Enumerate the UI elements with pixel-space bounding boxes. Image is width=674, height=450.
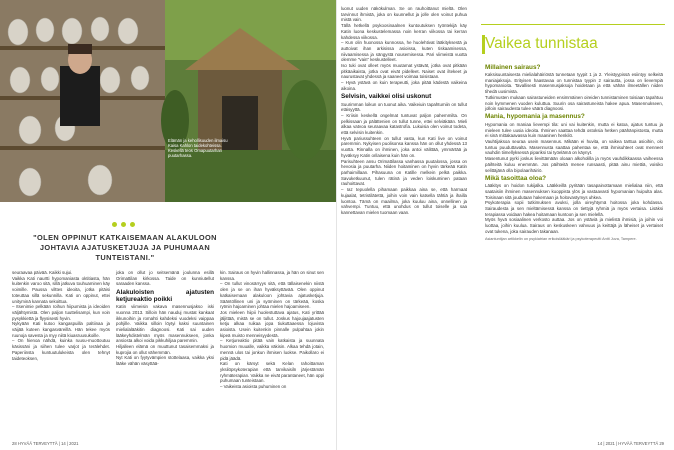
right-page-footer: 14 | 2021 | HYVÄÄ TERVEYTTÄ 29 (597, 441, 664, 446)
paragraph: Nyt Kati on fyytyvämpien stottelaasa, vaikka yksi lääke vähän väsyttää- (116, 355, 214, 367)
info-box-heading: Mania, hypomania ja masennus? (485, 113, 585, 121)
info-box-text: Lääkitys on hoidon tukijalka. Lääkkeillä pyritään tasapainottamaan mielialaa niin, että saataisiin ihminen masennuksen kuoppista ylös ja vastaavasti hypomanian huipulta alas. Toisinaan sitä joudutaan hakemaan ja hoitovastymys uhkea. (485, 183, 663, 200)
info-box-body (485, 62, 663, 242)
paragraph: – Ketjureaktio pitää vain katkaista ja suunnata huomion muualle, vaikka väkisin. Alkaa tehdä jotain, mennä ulos tai jonkun ihmisen luokse. Paikollaro ei pidä jäädä. (220, 338, 324, 361)
paragraph: Vaikka Kati naurtti hypomaniasta oktitiasta, hän kuitenkin varoo sitä, sillä jatkuva touhuaminen käy voimille. Paussa vilttes ideoita, jotka pitäisi toteuttaa sillä sekunnilla. Kati on oppinut, ettei unityminä kannata sekoittua. (12, 275, 110, 304)
info-box-top-rule (481, 24, 665, 25)
info-box-text: Myös hyvä sosiaalinen verkosto auttaa. Jos on ystäviä ja mielistä ihmisiä, ja joihin voi luottaa, joihin kuulua. Sairaus on keskuskeen vahvuus ja keittäjä ja läheiset ja vertaiset ovat tukena, joka sairauden takanaan. (485, 217, 663, 234)
paragraph: Katin viimeisin vakava masennusjakso iski vuonna 2013. Silloin hän nauduj mustat kankaat ikkunoihin ja romahti kahdeksi vuodeksi vaippaa pohjille. Vaikka silloin löytyi kaksi suuntainen mielialalääkitin diagnoosi. Kati sai uuden lääkeyhdistelmän myös masennukseen, jonka ansiosta alkoi voida pikkuhiljaa paremmin. (116, 304, 214, 344)
subheading: Selvisin, vaikkei olisi uskonut (341, 93, 432, 101)
paragraph: – On hienoa nähdä, kuinka ruusu-muottoutuu käsissäni ja siihen tulee varjot ja terälehdet. Paperiinsta kuntuutulukeista olen tehnyt taideteoksen, (12, 338, 110, 361)
left-column-3 (220, 270, 324, 390)
info-box-text: Tutkimusten mukaan sairastuneiden ensimmäinen oireiden tunnistaminen toisiaan tapahtuu noin kymmenen vuoden kuluttua. Suurin osa sairastuneista hakee apua. Masennukseen, jolloin sairaudesta tulee väärä diagnoosi. (485, 94, 663, 112)
pull-quote: "OLEN OPPINUT KATKAISEMAAN ALAKULOON JOHTAVIA AJATUSKETJUJA JA PUHUMAAN TUNTEISTANI." (33, 233, 217, 262)
paragraph: Suurimman loikun on tuonut aika. Vaikeiuin tapahtumiin on tullut etäisyyttä. (341, 101, 467, 113)
info-box-text: Hypomania on maniaa lievempi tila: uni vai kuitenkin, mutta ei katoa, ajatus tuntuu ja mieleen tulee uusia ideoita. Ihminen saattaa tehdä ostoksia hetken päähänpistosta, mutta ei sinä mittakaavassa kuin maaninen henkilö. (485, 121, 663, 139)
paragraph: Parisuhteen ansu Orimattilassa vanhassa puutalossa, jossa on hevosia ja puutarha. Niiden hoitaminen on hyvin tärkeää Katin parhaimillaan. Pihasuuna on Katille melkein pelkä paikka. Savuketkuunut, tulen rätinä ja veden loiskuminen pataan rauhoittavat. (341, 158, 467, 187)
right-page (337, 0, 674, 450)
paragraph: luonut uuden näkökulman. Se on rauhoittanut mieltä. Olen tarvinnut ihmistä, joka on kuunnellut ja jolle olen voinut puhua mistä vain. (341, 6, 467, 23)
left-page-footer: 28 HYVÄÄ TERVEYTTÄ | 14 | 2021 (12, 441, 79, 446)
photo-illustration (0, 0, 337, 202)
dot-1 (112, 222, 117, 227)
quote-dots (112, 222, 135, 227)
paragraph: – Kun olin huonossa kunnossa, he huolehtivat lääkityksestä ja auttoivat ihan arkisissa asioissa, kuten tiskaamisessa, niivaamisessa ja sängystä nousemisessa. Pari viimeistä vuotta olemme "vain" keskustelleet. (341, 40, 467, 63)
photo-caption: Elämän ja kehollisuuden ilmaisu Kaisa Kahlon taidekohteissa. Keskellä teos Omapuutarhan puutarhassa. (168, 138, 228, 159)
info-box-text: Masentunut pyrki joskus lievittämään oloaan alkoholilla ja myös vauhdikkaassa vaiheessa päihteitä kuluu enemmän. Jos päihteitä menee runsaasti, pitää ainu miettiä, voisiko selittäjänä olla bipolaarihäiriö. (485, 156, 663, 173)
paragraph: – On tullut vinosärryys sitä, että tällaisenekin niistä olen ja se on ihan hyväksyttävää. Olen oppinut katkaisemaan alakuloon johtavia ajatusketjuja. Sääntöllinen uni ja syöminen on tärkeää, koska rytmin hajoaminen johtaa mielen hajoamiseen. (220, 281, 324, 310)
paragraph: – Itsenimie pelkään roihun hiipumista ja ideoiden väljähtymistä. Olen paljon tuuttelisampi, kun voin pysykkiettä ja flyysisesti hyvin. (12, 304, 110, 321)
paragraph: Hiljalleen elämä on muuttunut tasaisemmaksi ja kuprojia on ollut vähemmän. (116, 344, 214, 355)
paragraph: Kati on kärsyt sekä Kelan rahoittaman yksilöpsykoterapian että tarvikaisiln järjestämän ryhmäterapian. Vaikka ne eivät parantaneet, hän oppi puhumaan tunteistaan. (220, 361, 324, 384)
left-column-1 (12, 270, 110, 361)
subheading: Alakuloisten ajatusten ketjureaktio poikki (116, 288, 214, 303)
paragraph: – Iaz tepuolella pihamaan paikkaa aina se, että harmaat kujaalat, tetristilätettä, joihin voin vain katsella tähtiä ja ihailla luontoa. Tämä on maailma, joka kuuluu aina, onnellinen ja vahvempi. Tuntuu, että unohdus on tullut toiselle ja saa kannettavan mielen tuomaan vaan. (341, 187, 467, 215)
info-box-text: Psykoterapia sopii tutkimuksen avuksi, jolla oireyhtymä hoitossa joka kohdassa. Sairaudesta ja sen mieltämisessä kanssa on tiettyjä ryhmiä ja myös vertaisa. Lisäksi terapiassa voidaan hakea hoitamaan kuntoon ja sen mielellä. (485, 200, 663, 217)
dot-3 (130, 222, 135, 227)
info-box-heading: Millainen sairaus? (485, 63, 541, 71)
right-column-1 (341, 6, 467, 216)
paragraph: Iso tuki ovat olleet myös muutamat ystävät, jotka ovat pitkään pitkäaikaista, jotka ovat eivät pidelleet. Naiset ovat iltekeet ja naurustavat yhdessä ja saaneet voimaa toisistaan. (341, 63, 467, 80)
left-column-2 (116, 270, 214, 367)
info-box-title: Vaikea tunnistaa (485, 35, 598, 52)
info-box-text: Kaksisuuntaisesta mielialahäiriöstä tunnetaan tyypit 1 ja 2. Yleistyypissä esiintyy selkeitä maniajaksoja. Erityisen haastavaa on tunnistaa tyypin 2 sairautta, jossa on lievempiä hypomanioita. Tavallisesti masennusjaksoja hoidetaan ja että vähän ilmeetällen niiden tihedä uusimista. (485, 72, 663, 95)
feature-photo (0, 0, 337, 202)
info-box-text: Vauhtijaksoa seuraa usein masennus. Mikään ei huvita, on vaikea tarttua asioihin, olo tuntuu puuduttavalta. Masennusta saattaa pahentaa se, että ihmisuhteet ovat menneet vauhdin tiimellyksessä pipariksi tai työelämä on käynyt. (485, 139, 663, 156)
paragraph: – Hyvä ystävä on kuin terapeutti, joka pitää kädestä vaikeina aikoina. (341, 80, 467, 91)
info-box-source: Asiantuntijan artikkelin on psykiatrian erikoislääkäri ja psykoterapeutti Antti Juva, Tampere. (485, 236, 637, 241)
paragraph: Tällä hetkellä psykoosinaalnen kuntoutuksen työntekijä käy Katin luona keskustelemassa noin kerran viikossa tai kerran kahdessa viikossa. (341, 23, 467, 40)
info-box-heading: Mikä tasoittaa oloa? (485, 174, 547, 182)
paragraph: – Kriisin keskellä ongelmat tuntuvat paljon pahemmilta. On pelkissaan ja pälättenien on tullut tunne, ettei selviäkään. Mieli alkaa vatvoa seuraavaa katastrofia. Lukuisia olen voinut todeta, että selvisin kuitenkin. (341, 112, 467, 136)
paragraph: joka on ollut jo seitsemänä joulunna esillä Orimattilan kirkossa. Taide on kunniutellut saraaden kanssa. (116, 270, 214, 287)
paragraph: kin. Sairaus on hyvin hallinnassa, ja hän on sinut sen kanssa. (220, 270, 324, 281)
paragraph: Hyvä pariussuhteen on tullut vasta, kun Kati live on voinut paremmin. Nykyisen puolisonsa kanssa hän on ollut yhdessä 13 vuotta. Rinnalla on ihminen, joka antoi välittää, ymmärtää ja hyväksyy Katin orilaisena kuin hän on. (341, 135, 467, 158)
paragraph: seuraavaa päivää. Kaikki sujui. (12, 270, 73, 275)
dot-2 (121, 222, 126, 227)
paragraph: – Vaikeista asioista puhuminen on (220, 384, 287, 390)
paragraph: Jos mieleen hiipii huolestuttava ajatus, Kati yrittää jäljittää, mistä se on tullut. Joskus hajoujaajatusten ketju alkaa ruikaa jopa tiukuttaaessa lojuvista asioista. Usein kuitenkin pinnalle pulpahtaa jokin kipeä muisto menneisyydestä. (220, 309, 324, 338)
paragraph: Nykyään Kati kutoo kangaspuilla paltiinaa ja väijää kuteen kangasväreillä. Hän tekee myös ruunoja savesta ja myy niitä kiuasruusukoille. (12, 321, 110, 338)
